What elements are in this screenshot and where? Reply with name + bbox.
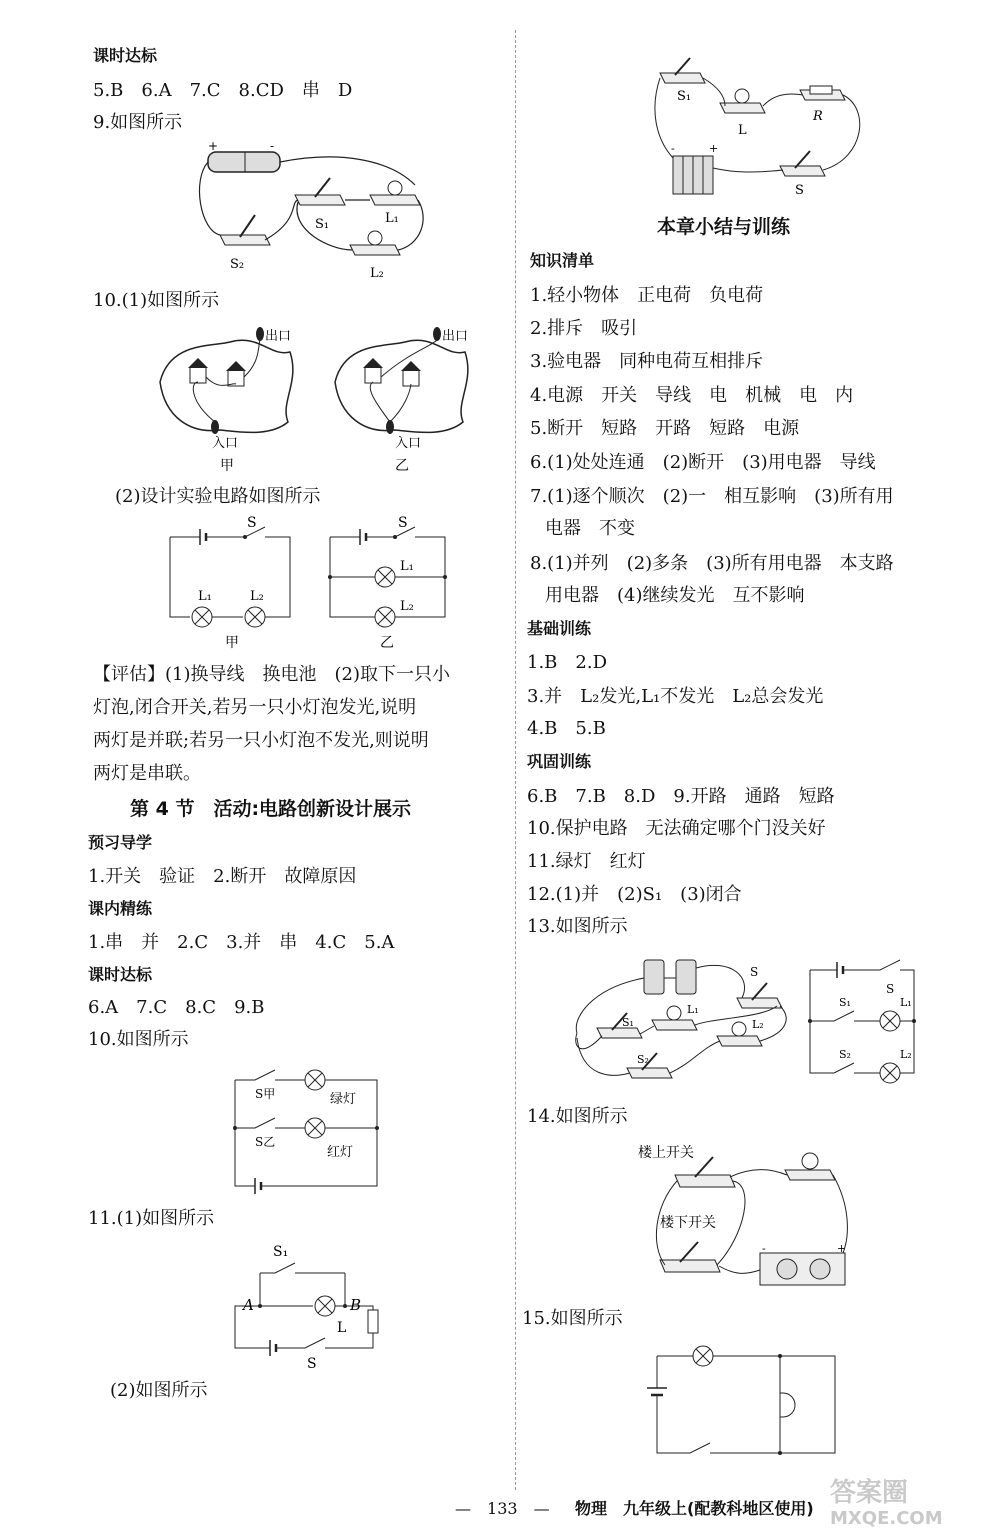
- heading-zhishiqingdan: 知识清单: [530, 251, 595, 270]
- answer-line: 10.如图所示: [88, 1029, 189, 1050]
- label-green: 绿灯: [330, 1092, 357, 1107]
- svg-text:L₁: L₁: [687, 1003, 699, 1016]
- figure-13-circuits: [562, 948, 937, 1098]
- svg-text:S: S: [750, 965, 759, 979]
- heading-keshidabiao: 课时达标: [93, 46, 158, 65]
- answer-line: (2)如图所示: [110, 1380, 208, 1401]
- answer-line: 11.(1)如图所示: [88, 1208, 215, 1229]
- section-title: 第 4 节 活动:电路创新设计展示: [130, 798, 412, 820]
- answer-line: 3.并 L₂发光,L₁不发光 L₂总会发光: [527, 686, 824, 707]
- answer-line: 两灯是串联。: [93, 763, 201, 784]
- answer-line: 1.开关 验证 2.断开 故障原因: [88, 866, 357, 887]
- answer-line: 6.B 7.B 8.D 9.开路 通路 短路: [527, 786, 835, 807]
- label-yi: 乙: [395, 458, 409, 474]
- answer-line: 4.电源 开关 导线 电 机械 电 内: [530, 385, 854, 406]
- answer-line: 1.轻小物体 正电荷 负电荷: [530, 285, 764, 306]
- label-s-yi: S乙: [255, 1135, 276, 1149]
- label-r: R: [813, 109, 823, 124]
- heading-keneijinglian: 课内精练: [88, 899, 153, 918]
- answer-line: 5.断开 短路 开路 短路 电源: [530, 418, 800, 439]
- footer-text: 物理 九年级上(配教科地区使用): [575, 1499, 814, 1518]
- answer-line: 3.验电器 同种电荷互相排斥: [530, 351, 764, 372]
- heading-yuxidaoxue: 预习导学: [88, 833, 153, 852]
- answer-line: 1.串 并 2.C 3.并 串 4.C 5.A: [88, 932, 395, 953]
- svg-text:-: -: [671, 142, 675, 155]
- svg-text:S₂: S₂: [839, 1048, 851, 1061]
- label-exit: 出口: [442, 329, 469, 344]
- label-exit: 出口: [265, 329, 292, 344]
- label-l1: L₁: [385, 211, 399, 226]
- label-s2: S₂: [230, 257, 245, 272]
- figure-s11-circuit: [225, 1238, 395, 1373]
- svg-text:L₂: L₂: [250, 589, 264, 604]
- answer-line: 4.B 5.B: [527, 718, 606, 739]
- svg-text:S: S: [398, 515, 408, 531]
- label-s1: S₁: [677, 89, 692, 104]
- svg-text:S₁: S₁: [622, 1016, 634, 1029]
- figure-15-circuit: [645, 1338, 845, 1468]
- answer-line: 电器 不变: [545, 518, 635, 539]
- label-s: S: [795, 183, 804, 198]
- svg-text:+: +: [208, 140, 219, 153]
- answer-line: 1.B 2.D: [527, 652, 608, 673]
- answer-line: 10.(1)如图所示: [93, 290, 220, 311]
- svg-text:L₁: L₁: [900, 996, 912, 1009]
- answer-line: 5.B 6.A 7.C 8.CD 串 D: [93, 80, 353, 101]
- answer-line: (2)设计实验电路如图所示: [115, 486, 321, 507]
- label-l: L: [738, 123, 747, 138]
- answer-line: 7.(1)逐个顺次 (2)一 相互影响 (3)所有用: [530, 486, 894, 507]
- label-s1: S₁: [273, 1244, 289, 1260]
- answer-line: 两灯是并联;若另一只小灯泡不发光,则说明: [93, 730, 429, 751]
- heading-keshidabiao-2: 课时达标: [88, 965, 153, 984]
- svg-text:L₁: L₁: [198, 589, 212, 604]
- svg-text:L₂: L₂: [400, 599, 414, 614]
- label-s-jia: S甲: [255, 1087, 276, 1101]
- label-entrance: 入口: [212, 436, 239, 451]
- section-title: 本章小结与训练: [657, 216, 791, 238]
- label-downstairs-switch: 楼下开关: [660, 1215, 716, 1231]
- label-b: B: [350, 1296, 362, 1314]
- answer-line: 13.如图所示: [527, 916, 628, 937]
- page-number-area: — 133 —: [455, 1499, 550, 1518]
- figure-14-stair-switch: [635, 1135, 855, 1295]
- label-s: S: [307, 1356, 317, 1372]
- column-divider: [515, 30, 516, 1490]
- svg-text:S₂: S₂: [637, 1053, 649, 1066]
- label-s: S: [247, 515, 257, 531]
- answer-line: 11.绿灯 红灯: [527, 851, 646, 872]
- answer-line: 8.(1)并列 (2)多条 (3)所有用电器 本支路: [530, 553, 894, 574]
- label-entrance: 入口: [395, 436, 422, 451]
- svg-text:-: -: [270, 140, 275, 153]
- answer-line: 2.排斥 吸引: [530, 318, 638, 339]
- answer-line: 14.如图所示: [527, 1106, 628, 1127]
- label-l: L: [337, 1320, 347, 1336]
- answer-line: 用电器 (4)继续发光 互不影响: [545, 585, 805, 606]
- label-red: 红灯: [327, 1145, 354, 1160]
- label-yi: 乙: [380, 635, 394, 651]
- svg-text:L₂: L₂: [752, 1018, 764, 1031]
- label-a: A: [243, 1296, 254, 1314]
- figure-top-right-circuit: [645, 48, 870, 198]
- answer-line: 12.(1)并 (2)S₁ (3)闭合: [527, 884, 742, 905]
- answer-line: 【评估】(1)换导线 换电池 (2)取下一只小: [93, 664, 450, 685]
- svg-text:S: S: [886, 982, 895, 996]
- svg-text:-: -: [762, 1242, 766, 1255]
- figure-10-2-circuits: [160, 515, 460, 655]
- svg-text:+: +: [837, 1242, 847, 1255]
- heading-gonggu: 巩固训练: [527, 752, 592, 771]
- svg-text:S₁: S₁: [839, 996, 851, 1009]
- label-jia: 甲: [225, 635, 239, 651]
- svg-text:L₂: L₂: [900, 1048, 912, 1061]
- label-jia: 甲: [220, 458, 234, 474]
- label-l2: L₂: [370, 266, 384, 281]
- answer-line: 10.保护电路 无法确定哪个门没关好: [527, 818, 826, 839]
- watermark-logo: [830, 1480, 943, 1532]
- figure-s10-circuit: [225, 1058, 395, 1198]
- answer-line: 6.A 7.C 8.C 9.B: [88, 997, 265, 1018]
- answer-line: 15.如图所示: [522, 1308, 623, 1329]
- watermark-bottom: MXQE.COM: [830, 1508, 943, 1529]
- figure-9-physical-circuit: [190, 140, 440, 285]
- watermark-top: 答案圈: [830, 1478, 909, 1508]
- page-number: 133: [487, 1499, 518, 1518]
- label-upstairs-switch: 楼上开关: [638, 1145, 694, 1161]
- svg-text:+: +: [709, 142, 719, 155]
- svg-text:L₁: L₁: [400, 559, 414, 574]
- heading-jichuxunlian: 基础训练: [527, 619, 592, 638]
- answer-line: 6.(1)处处连通 (2)断开 (3)用电器 导线: [530, 452, 876, 473]
- answer-line: 灯泡,闭合开关,若另一只小灯泡发光,说明: [93, 697, 417, 718]
- answer-line: 9.如图所示: [93, 112, 183, 133]
- label-s1: S₁: [315, 217, 330, 232]
- figure-10-maze: [150, 322, 490, 482]
